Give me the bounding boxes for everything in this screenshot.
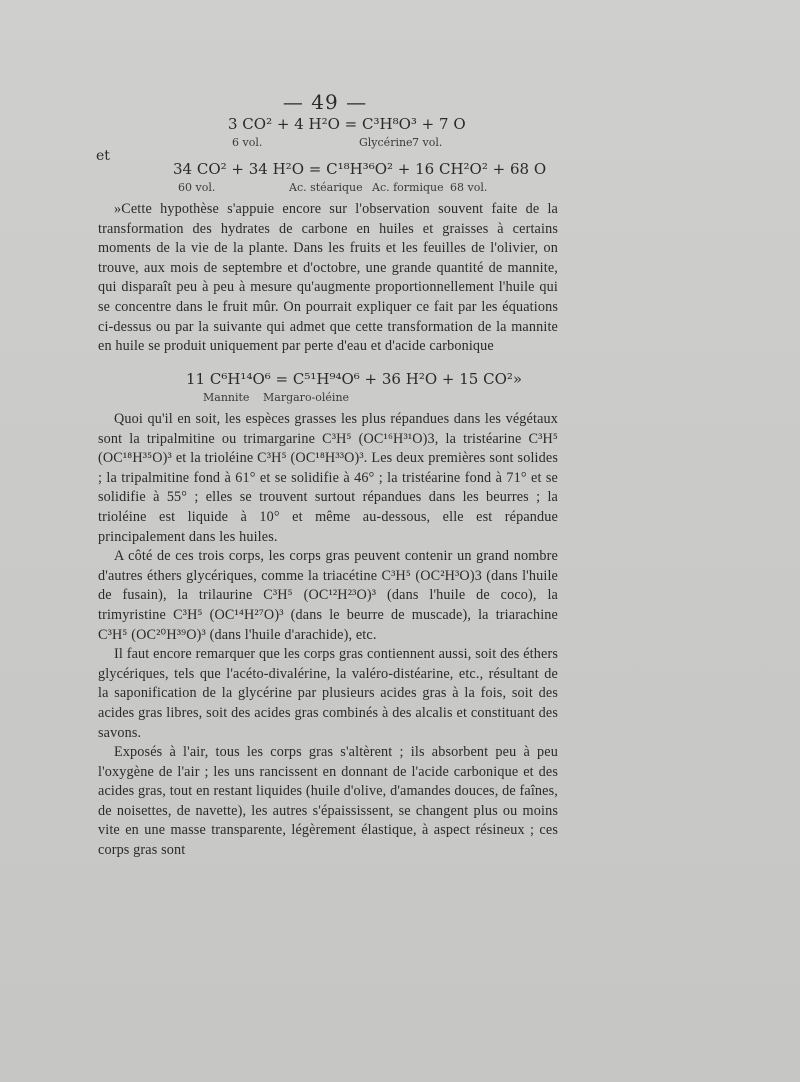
- page-number: — 49 —: [282, 90, 368, 114]
- equation-caption: Glycérine: [359, 136, 413, 149]
- equation-caption: 6 vol.: [232, 136, 263, 149]
- equation-caption: 7 vol.: [412, 136, 443, 149]
- paragraph: Exposés à l'air, tous les corps gras s'altèrent ; ils absorbent peu à peu l'oxygène de l'air ; les uns rancissent en donnant de l'acide carbonique et des acides gras, tout en restant liquides (huile d'olive, d'amandes douces, de faînes, de noisettes, de navette), les autres s'épaississent, se changent plus ou moins vite en une masse transparente, légèrement élastique, à aspect résineux ; ces corps gras sont: [98, 744, 558, 859]
- equation-mannite: 11 C⁶H¹⁴O⁶ = C⁵¹H⁹⁴O⁶ + 36 H²O + 15 CO²»: [186, 370, 523, 388]
- equation-caption: 60 vol.: [178, 181, 216, 194]
- equation-caption: Mannite: [203, 391, 250, 404]
- text-block-1: [98, 200, 558, 357]
- equation-glycerine: 3 CO² + 4 H²O = C³H⁸O³ + 7 O: [228, 115, 466, 133]
- equation-caption: 68 vol.: [450, 181, 488, 194]
- paragraph: A côté de ces trois corps, les corps gras peuvent contenir un grand nombre d'autres éthers glycériques, comme la triacétine C³H⁵ (OC²H³O)3 (dans l'huile de fusain), la trilaurine C³H⁵ (OC¹²H²³O)³ (dans l'huile de coco), la trimyristine C³H⁵ (OC¹⁴H²⁷O)³ (dans le beurre de muscade), la triarachine C³H⁵ (OC²⁰H³⁹O)³ (dans l'huile d'arachide), etc.: [98, 548, 558, 643]
- equation-caption: Margaro-oléine: [263, 391, 350, 404]
- paragraph: Il faut encore remarquer que les corps gras contiennent aussi, soit des éthers glycériques, tels que l'acéto-divalérine, la valéro-distéarine, etc., résultant de la saponification de la glycérine par plusieurs acides gras à la fois, soit des acides gras libres, soit des acides gras combinés à des alcalis et constituant des savons.: [98, 646, 558, 741]
- connector-word: et: [96, 148, 110, 164]
- equation-stearic: 34 CO² + 34 H²O = C¹⁸H³⁶O² + 16 CH²O² + 68 O: [173, 160, 547, 178]
- text-block-2: [98, 410, 558, 861]
- paragraph: »Cette hypothèse s'appuie encore sur l'observation souvent faite de la transformation des hydrates de carbone en huiles et graisses à certains moments de la vie de la plante. Dans les fruits et les feuilles de l'olivier, on trouve, aux mois de septembre et d'octobre, une grande quantité de mannite, qui disparaît peu à peu à mesure qu'augmente proportionnellement l'huile qui se concentre dans le fruit mûr. On pourrait expliquer ce fait par les équations ci-dessus ou par la suivante qui admet que cette transformation de la mannite en huile se produit uniquement par perte d'eau et d'acide carbonique: [98, 201, 558, 355]
- equation-caption: Ac. formique: [372, 181, 444, 194]
- equation-caption: Ac. stéarique: [289, 181, 363, 194]
- paragraph: Quoi qu'il en soit, les espèces grasses les plus répandues dans les végétaux sont la tripalmitine ou trimargarine C³H⁵ (OC¹⁶H³¹O)3, la tristéarine C³H⁵ (OC¹⁸H³⁵O)³ et la trioléine C³H⁵ (OC¹⁸H³³O)³. Les deux premières sont solides ; la tripalmitine fond à 61° et se solidifie à 46° ; la tristéarine fond à 71° et se solidifie à 55° ; elles se trouvent surtout répandues dans les beurres ; la trioléine est liquide à 10° et même au-dessous, elle est répandue principalement dans les huiles.: [98, 411, 558, 545]
